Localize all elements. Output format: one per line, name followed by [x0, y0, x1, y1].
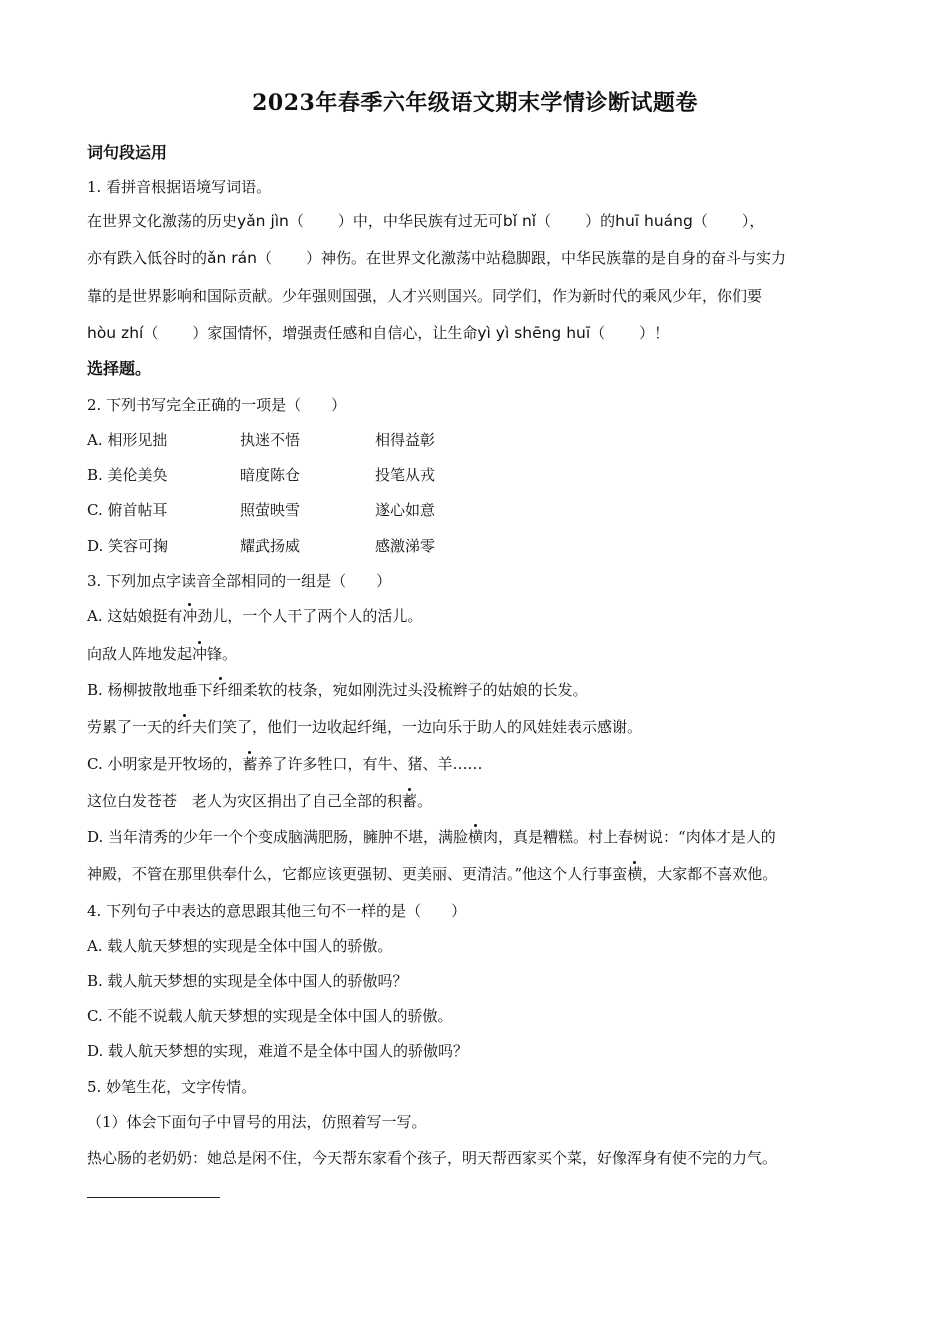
option-word: 遂心如意	[375, 501, 436, 519]
option-word: 投笔从戎	[375, 466, 436, 484]
q1-text: ）的	[585, 212, 616, 230]
sentence-text: ，大家都不喜欢他。	[642, 865, 778, 883]
q1-text: ）家国情怀，增强责任感和自信心，让生命	[192, 324, 478, 342]
pinyin-houzhi: hòu zhí	[87, 324, 144, 342]
q2-option-a[interactable]	[87, 429, 877, 451]
question-4-stem: 4. 下列句子中表达的意思跟其他三句不一样的是（ ）	[87, 902, 467, 920]
option-word: B. 美伦美奂	[87, 466, 168, 484]
question-1-line-1	[87, 210, 877, 232]
sentence-text: 神殿，不管在那里供奉什么，它都应该更强韧、更美丽、更清洁。”他这个人行事蛮	[87, 865, 628, 883]
dotted-character: 纤	[177, 718, 193, 736]
q1-text: ），	[741, 212, 765, 230]
question-1-line-4	[87, 322, 877, 344]
q4-option-d[interactable]: D. 载人航天梦想的实现，难道不是全体中国人的骄傲吗？	[87, 1042, 469, 1060]
q2-option-b[interactable]	[87, 464, 877, 486]
q1-text: ）中，中华民族有过无可	[337, 212, 503, 230]
dotted-character: 冲	[182, 607, 198, 625]
q3-option-c-line-1[interactable]	[87, 753, 877, 775]
page-title: 2023年春季六年级语文期末学情诊断试题卷	[252, 90, 698, 116]
sentence-text: B. 杨柳披散地垂下	[87, 681, 213, 699]
option-word: 耀武扬威	[240, 537, 301, 555]
dotted-character: 横	[627, 865, 643, 883]
q2-option-c[interactable]	[87, 499, 877, 521]
sentence-text: 。	[417, 792, 433, 810]
paren-open: （	[143, 324, 159, 342]
dotted-character: 横	[468, 828, 484, 846]
option-word: C. 俯首帖耳	[87, 501, 168, 519]
question-2-stem: 2. 下列书写完全正确的一项是（ ）	[87, 396, 347, 414]
question-5-example: 热心肠的老奶奶：她总是闲不住，今天帮东家看个孩子，明天帮西家买个菜，好像浑身有使不完的力气。	[87, 1149, 778, 1167]
question-1-stem: 1. 看拼音根据语境写词语。	[87, 178, 272, 196]
sentence-text: 细柔软的枝条，宛如刚洗过头没梳辫子的姑娘的长发。	[227, 681, 588, 699]
sentence-text: 肉，真是糟糕。村上春树说：“肉体才是人的	[483, 828, 776, 846]
q3-option-d-line-2	[87, 863, 877, 885]
question-3-stem: 3. 下列加点字读音全部相同的一组是（ ）	[87, 572, 392, 590]
sentence-text: C. 小明家是开牧场的，	[87, 755, 243, 773]
pinyin-huihuang: huī huáng	[615, 212, 693, 230]
sentence-text: 锋。	[207, 645, 238, 663]
pinyin-bini: bǐ nǐ	[502, 212, 537, 230]
paren-open: （	[288, 212, 304, 230]
option-word: 相得益彰	[375, 431, 436, 449]
q3-option-b-line-1[interactable]	[87, 679, 877, 701]
dotted-character: 蓄	[242, 755, 258, 773]
section-heading-vocabulary: 词句段运用	[87, 143, 168, 162]
section-heading-choice: 选择题。	[87, 359, 152, 378]
question-5-stem: 5. 妙笔生花，文字传情。	[87, 1078, 257, 1096]
answer-line[interactable]	[87, 1197, 220, 1198]
q2-option-d[interactable]	[87, 535, 877, 557]
pinyin-yiyishenghui: yì yì shēng huī	[477, 324, 591, 342]
option-word: 执迷不悟	[240, 431, 301, 449]
option-word: 照萤映雪	[240, 501, 301, 519]
sentence-text: 向敌人阵地发起	[87, 645, 193, 663]
q1-text: 在世界文化激荡的历史	[87, 212, 238, 230]
q4-option-b[interactable]: B. 载人航天梦想的实现是全体中国人的骄傲吗？	[87, 972, 408, 990]
sentence-text: 劳累了一天的	[87, 718, 178, 736]
pinyin-yanjin: yǎn jìn	[237, 212, 289, 230]
q4-option-c[interactable]: C. 不能不说载人航天梦想的实现是全体中国人的骄傲。	[87, 1007, 453, 1025]
q1-text: ）！	[639, 324, 670, 342]
sentence-text: 这位白发苍苍 老人为灾区捐出了自己全部的积	[87, 792, 403, 810]
paren-open: （	[536, 212, 552, 230]
question-5-sub-1: （1）体会下面句子中冒号的用法，仿照着写一写。	[87, 1113, 427, 1131]
option-word: 暗度陈仓	[240, 466, 301, 484]
sentence-text: 夫们笑了，他们一边收起纤绳，一边向乐于助人的风娃娃表示感谢。	[192, 718, 643, 736]
q3-option-b-line-2	[87, 716, 877, 738]
option-word: A. 相形见拙	[87, 431, 168, 449]
q1-text: 亦有跌入低谷时的	[87, 249, 208, 267]
paren-open: （	[692, 212, 708, 230]
option-word: D. 笑容可掬	[87, 537, 169, 555]
paren-open: （	[256, 249, 272, 267]
question-1-line-3: 靠的是世界影响和国际贡献。少年强则国强，人才兴则国兴。同学们，作为新时代的乘风少年，你们要	[87, 287, 763, 305]
question-1-line-2	[87, 247, 877, 269]
q4-option-a[interactable]: A. 载人航天梦想的实现是全体中国人的骄傲。	[87, 937, 393, 955]
dotted-character: 冲	[192, 645, 208, 663]
option-word: 感激涕零	[375, 537, 436, 555]
sentence-text: D. 当年清秀的少年一个个变成脑满肥肠，臃肿不堪，满脸	[87, 828, 469, 846]
dotted-character: 蓄	[402, 792, 418, 810]
q3-option-a-line-1[interactable]	[87, 605, 877, 627]
dotted-character: 纤	[212, 681, 228, 699]
q3-option-d-line-1[interactable]	[87, 826, 877, 848]
q1-text: ）神伤。在世界文化激荡中站稳脚跟，中华民族靠的是自身的奋斗与实力	[305, 249, 786, 267]
pinyin-anran: ǎn rán	[207, 249, 257, 267]
sentence-text: A. 这姑娘挺有	[87, 607, 183, 625]
paren-open: （	[590, 324, 606, 342]
sentence-text: 养了许多牲口，有牛、猪、羊……	[257, 755, 483, 773]
sentence-text: 劲儿，一个人干了两个人的活儿。	[197, 607, 423, 625]
q3-option-c-line-2	[87, 790, 877, 812]
q3-option-a-line-2	[87, 643, 877, 665]
